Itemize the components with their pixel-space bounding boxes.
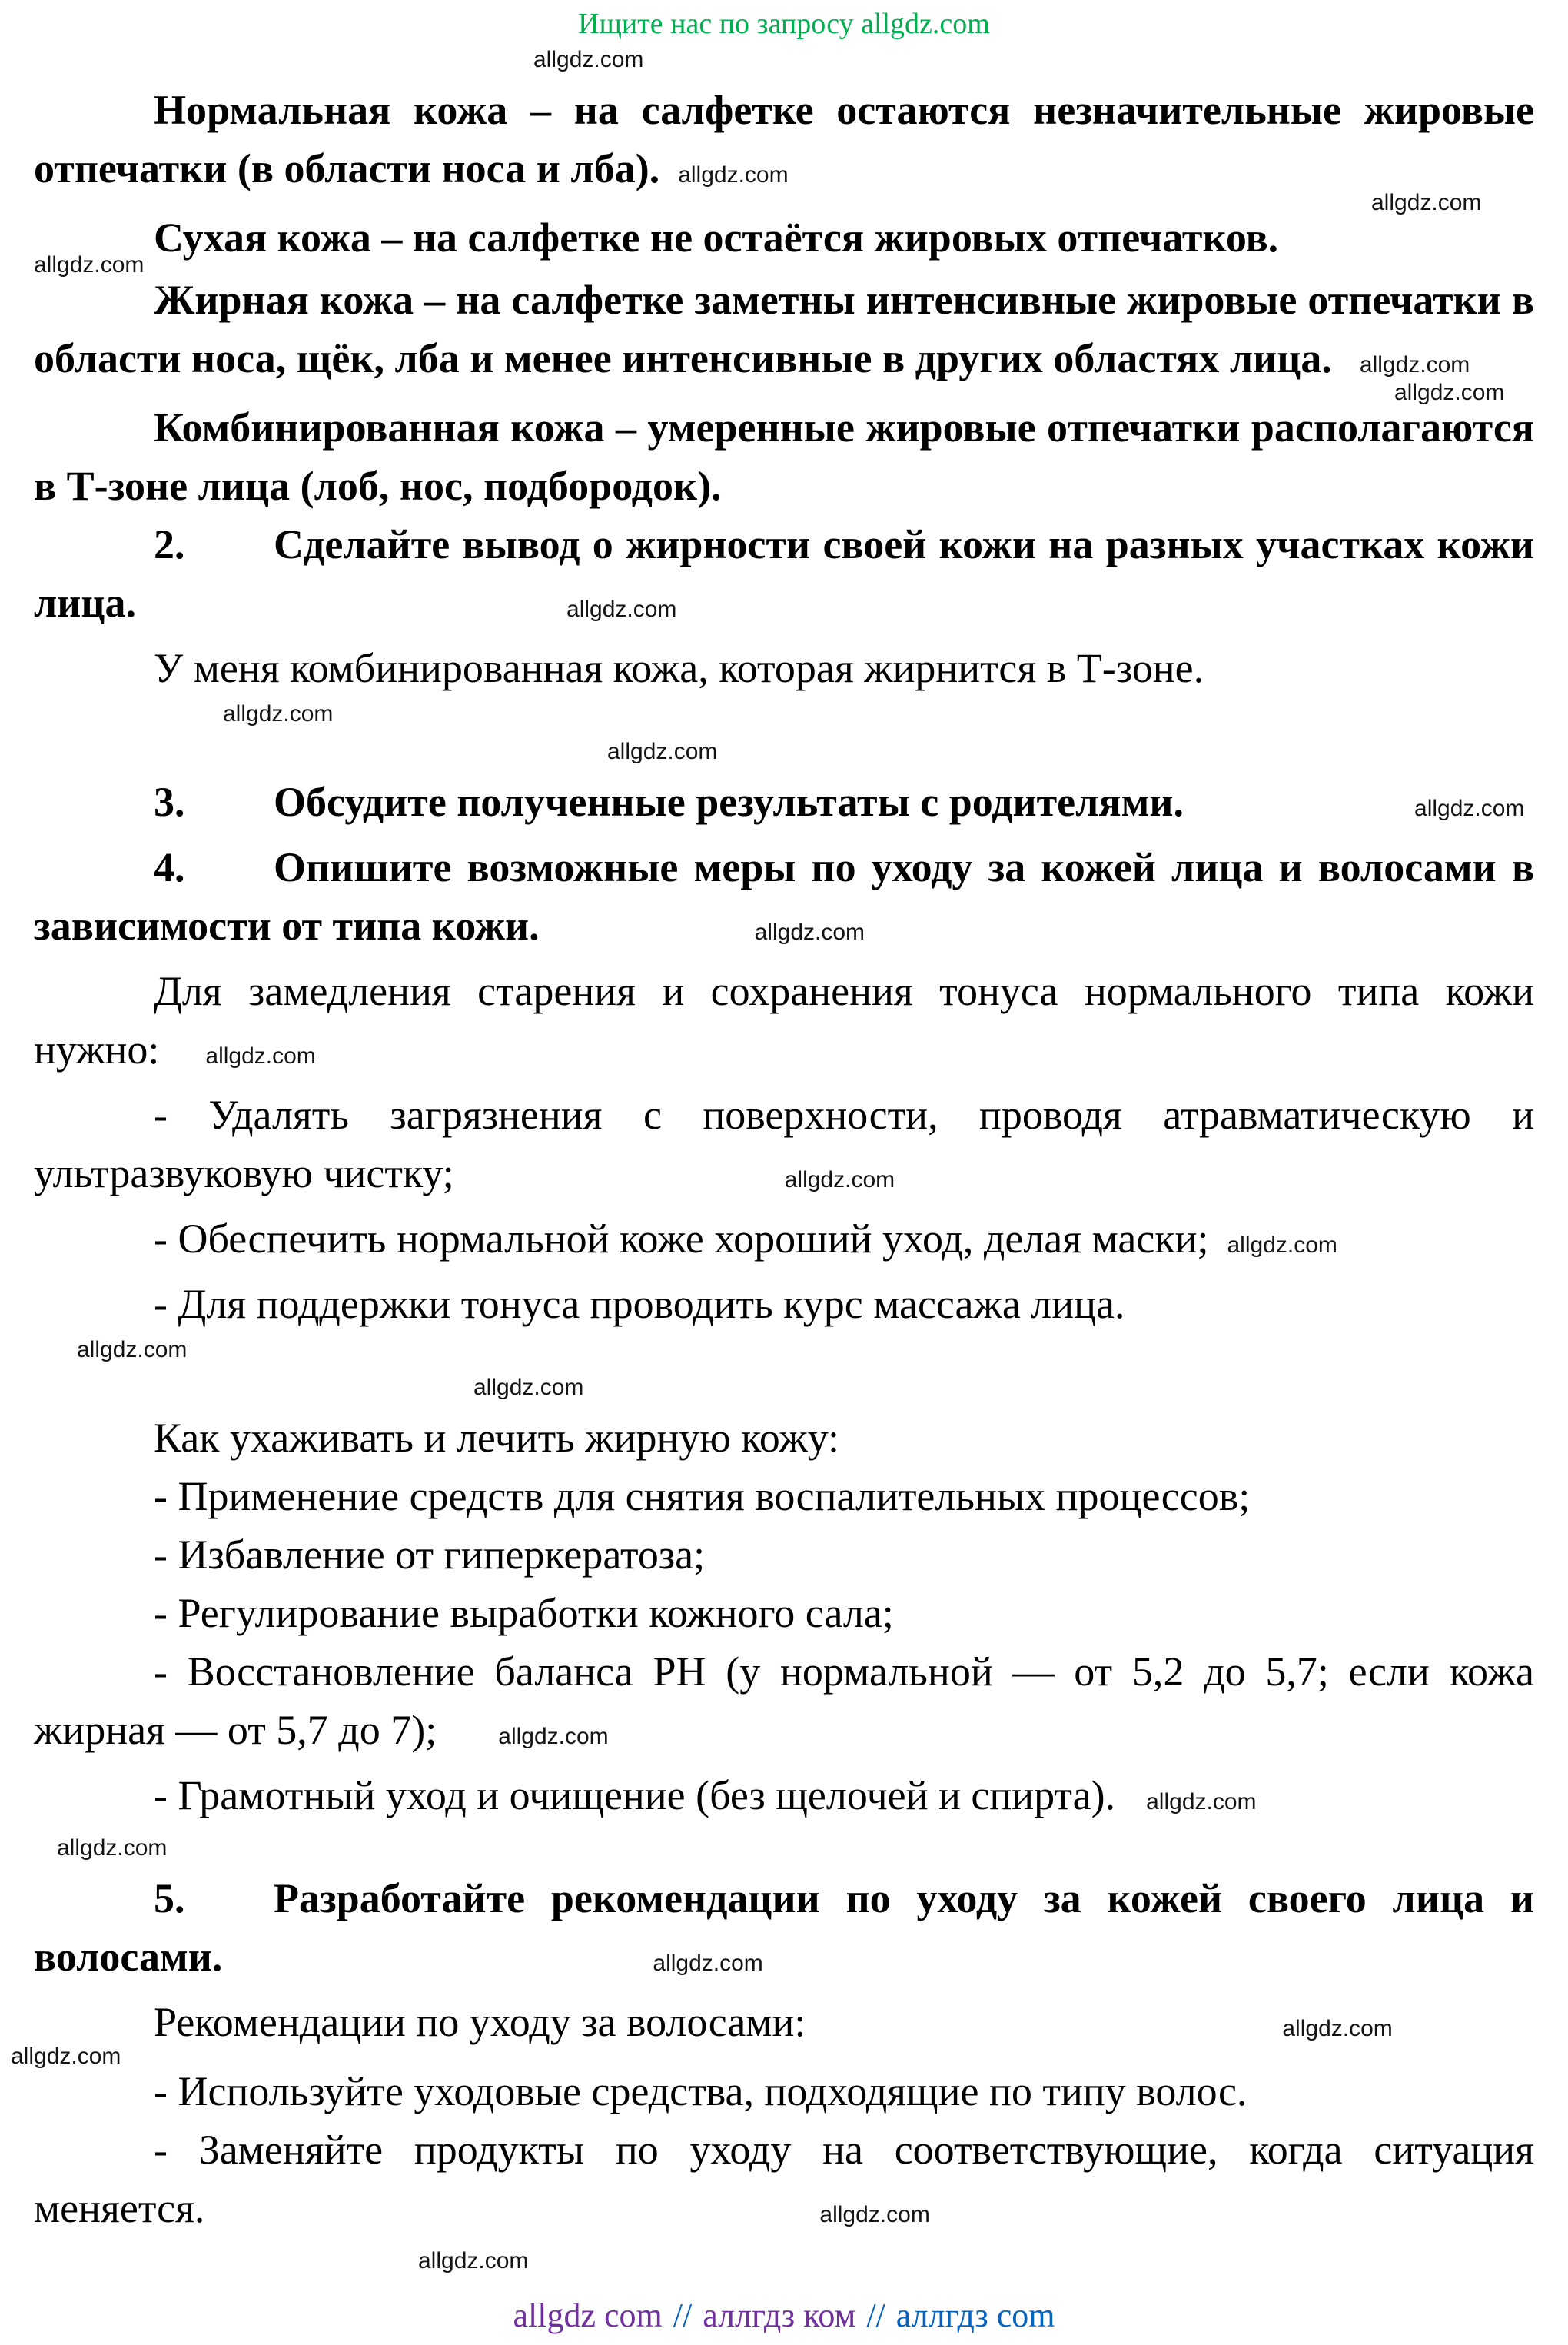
list-item — [34, 1525, 1534, 1584]
watermark: allgdz.com — [1394, 380, 1505, 405]
paragraph-text: Разработайте рекомендации по уходу за кожей своего лица и волосами. — [34, 1875, 1534, 1980]
paragraph-oily-skin — [34, 271, 1534, 394]
watermark: allgdz.com — [1371, 190, 1482, 215]
paragraph-text: - Используйте уходовые средства, подходящие по типу волос. — [154, 2068, 1247, 2114]
paragraph-text: Рекомендации по уходу за волосами: — [154, 1999, 806, 2045]
watermark: allgdz.com — [653, 1951, 763, 1976]
list-item — [34, 1766, 1534, 1831]
watermark-row — [57, 1831, 1534, 1869]
watermark-row — [473, 1371, 1534, 1409]
watermark: allgdz.com — [533, 47, 644, 72]
footer-separator: // — [866, 2297, 885, 2334]
watermark: allgdz.com — [1359, 352, 1470, 378]
list-item — [34, 1467, 1534, 1525]
paragraph-text: - Применение средств для снятия воспалительных процессов; — [154, 1473, 1251, 1519]
watermark: allgdz.com — [1282, 2016, 1393, 2041]
paragraph-text: Комбинированная кожа – умеренные жировые отпечатки располагаются в Т-зоне лица (лоб, нос, подбородок). — [34, 404, 1534, 509]
watermark: allgdz.com — [784, 1167, 895, 1192]
watermark: allgdz.com — [498, 1724, 609, 1749]
paragraph-text: - Для поддержки тонуса проводить курс массажа лица. — [154, 1281, 1125, 1327]
footer-link-allgdz-com-cyrillic[interactable]: аллгдз com — [895, 2297, 1055, 2334]
answer-paragraph — [34, 962, 1534, 1086]
paragraph-normal-skin — [34, 81, 1534, 205]
watermark-row — [607, 735, 1534, 773]
watermark: allgdz.com — [34, 252, 145, 278]
numbered-paragraph-4 — [34, 838, 1534, 962]
watermark: allgdz.com — [11, 2044, 121, 2069]
paragraph-text: Нормальная кожа – на салфетке остаются незначительные жировые отпечатки (в области носа и лба). — [34, 87, 1534, 191]
numbered-paragraph-5 — [34, 1869, 1534, 1993]
paragraph-text: Для замедления старения и сохранения тонуса нормального типа кожи нужно: — [34, 968, 1534, 1073]
list-item — [34, 1275, 1534, 1333]
paragraph-text: Жирная кожа – на салфетке заметны интенсивные жировые отпечатки в области носа, щёк, лба и менее интенсивные в других областях лица. — [34, 277, 1534, 381]
list-item — [34, 2120, 1534, 2244]
watermark-row — [34, 248, 1534, 286]
item-number: 4. — [154, 844, 185, 890]
item-number: 2. — [154, 521, 185, 567]
watermark: allgdz.com — [77, 1337, 188, 1362]
answer-paragraph — [34, 1409, 1534, 1467]
paragraph-text: Как ухаживать и лечить жирную кожу: — [154, 1415, 840, 1461]
watermark: allgdz.com — [205, 1043, 316, 1069]
paragraph-text: Сделайте вывод о жирности своей кожи на разных участках кожи лица. — [34, 521, 1534, 626]
paragraph-text: - Грамотный уход и очищение (без щелочей и спирта). — [154, 1772, 1116, 1818]
watermark: allgdz.com — [1146, 1789, 1257, 1814]
footer-link-allgdz-kom[interactable]: аллгдз ком — [703, 2297, 856, 2334]
list-item — [34, 1642, 1534, 1766]
paragraph-combined-skin — [34, 398, 1534, 515]
watermark-row — [77, 1333, 1534, 1371]
watermark: allgdz.com — [566, 597, 677, 622]
watermark: allgdz.com — [418, 2248, 529, 2273]
paragraph-text: Опишите возможные меры по уходу за кожей лица и волосами в зависимости от типа кожи. — [34, 844, 1534, 949]
list-item — [34, 1086, 1534, 1209]
watermark: allgdz.com — [223, 701, 334, 727]
site-promo-header: Ищите нас по запросу allgdz.com — [578, 8, 990, 40]
watermark-row — [1371, 186, 1534, 224]
paragraph-text: - Обеспечить нормальной коже хороший уход, делая маски; — [154, 1216, 1209, 1262]
watermark-row — [418, 2244, 1534, 2282]
watermark-row — [223, 697, 1534, 735]
watermark: allgdz.com — [678, 162, 789, 188]
paragraph-text: - Заменяйте продукты по уходу на соответствующие, когда ситуация меняется. — [34, 2127, 1534, 2231]
paragraph-text: Сухая кожа – на салфетке не остаётся жировых отпечатков. — [154, 215, 1279, 261]
watermark: allgdz.com — [754, 920, 865, 945]
watermark-row — [533, 43, 1534, 81]
paragraph-text: У меня комбинированная кожа, которая жирнится в Т-зоне. — [154, 645, 1204, 691]
numbered-paragraph-2 — [34, 515, 1534, 639]
item-number: 5. — [154, 1875, 185, 1921]
paragraph-text: - Восстановление баланса PH (у нормальной — от 5,2 до 5,7; если кожа жирная — от 5,7 до 7); — [34, 1648, 1534, 1753]
watermark-row — [11, 2040, 1534, 2077]
answer-paragraph — [34, 639, 1534, 697]
watermark: allgdz.com — [473, 1375, 584, 1400]
watermark: allgdz.com — [57, 1835, 168, 1861]
watermark: allgdz.com — [819, 2202, 930, 2227]
paragraph-text: - Избавление от гиперкератоза; — [154, 1532, 706, 1578]
paragraph-text: - Регулирование выработки кожного сала; — [154, 1590, 894, 1636]
footer-links — [34, 2294, 1534, 2337]
footer-link-allgdz-com[interactable]: allgdz com — [513, 2297, 663, 2334]
footer-separator: // — [673, 2297, 693, 2334]
list-item — [34, 1209, 1534, 1275]
numbered-paragraph-3 — [34, 773, 1534, 838]
paragraph-text: - Удалять загрязнения с поверхности, проводя атравматическую и ультразвуковую чистку; — [34, 1092, 1534, 1196]
watermark: allgdz.com — [607, 739, 718, 764]
list-item — [34, 1584, 1534, 1642]
paragraph-text: Обсудите полученные результаты с родителями. — [274, 779, 1184, 825]
item-number: 3. — [154, 779, 185, 825]
watermark-row — [1394, 376, 1534, 414]
watermark: allgdz.com — [1414, 796, 1525, 821]
watermark: allgdz.com — [1227, 1232, 1337, 1258]
